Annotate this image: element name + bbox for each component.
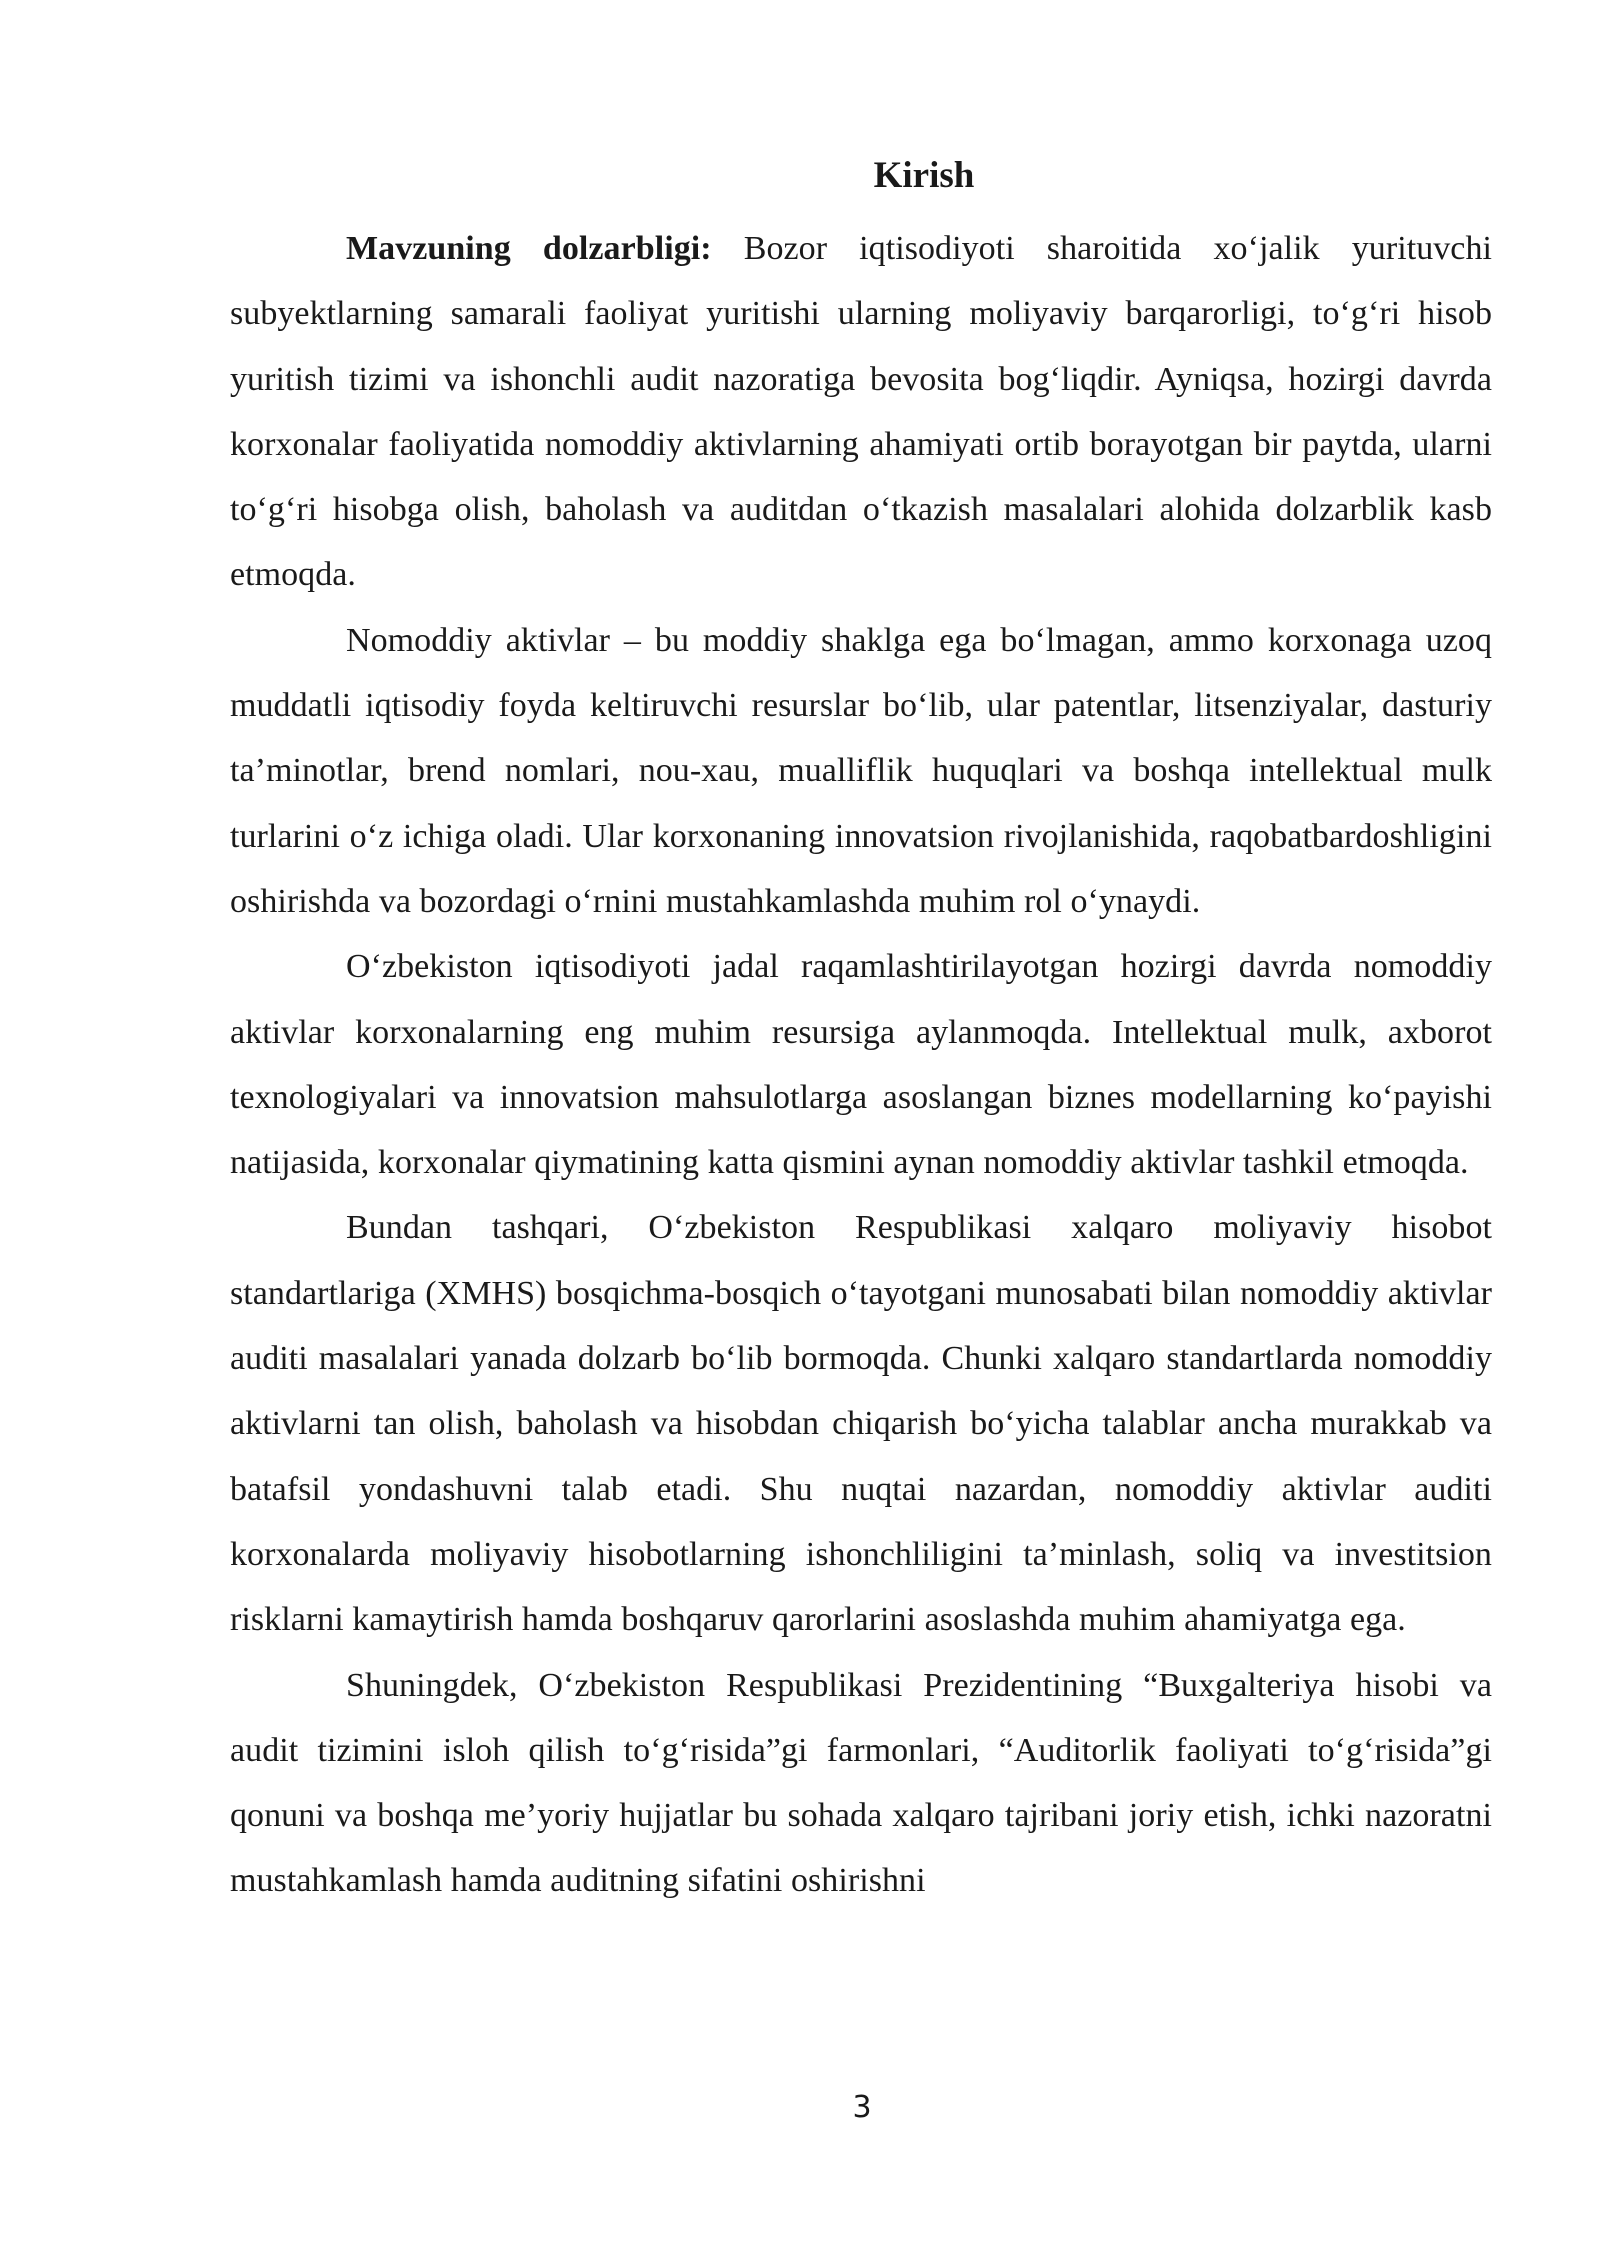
paragraph-intangible-assets: Nomoddiy aktivlar – bu moddiy shaklga ega bo‘lmagan, ammo korxonaga uzoq muddatli iqtisodiy foyda keltiruvchi resurslar bo‘lib, ular patentlar, litsenziyalar, dasturiy ta’minotlar, brend nomlari, nou-xau, mualliflik huquqlari va boshqa intellektual mulk turlarini o‘z ichiga oladi. Ular korxonaning innovatsion rivojlanishida, raqobatbardoshligini oshirishda va bozordagi o‘rnini mustahkamlashda muhim rol o‘ynaydi. <box>230 621 1492 920</box>
paragraph-lead: Mavzuning dolzarbligi: <box>346 230 712 267</box>
paragraph-ifrs: Bundan tashqari, O‘zbekiston Respublikasi xalqaro moliyaviy hisobot standartlariga (XMHS) bosqichma-bosqich o‘tayotgani munosabati bilan nomoddiy aktivlar auditi masalalari yanada dolzarb bo‘lib bormoqda. Chunki xalqaro standartlarda nomoddiy aktivlarni tan olish, baholash va hisobdan chiqarish bo‘yicha talablar ancha murakkab va batafsil yondashuvni talab etadi. Shu nuqtai nazardan, nomoddiy aktivlar auditi korxonalarda moliyaviy hisobotlarning ishonchliligini ta’minlash, soliq va investitsion risklarni kamaytirish hamda boshqaruv qarorlarini asoslashda muhim ahamiyatga ega. <box>230 1209 1492 1639</box>
paragraph-text: Bozor iqtisodiyoti sharoitida xo‘jalik yurituvchi subyektlarning samarali faoliyat yuritishi ularning moliyaviy barqarorligi, to‘g‘ri hisob yuritish tizimi va ishonchli audit nazoratiga bevosita bog‘liqdir. Ayniqsa, hozirgi davrda korxonalar faoliyatida nomoddiy aktivlarning ahamiyati ortib borayotgan bir paytda, ularni to‘g‘ri hisobga olish, baholash va auditdan o‘tkazish masalalari alohida dolzarblik kasb etmoqda. <box>230 230 1492 594</box>
paragraph-regulations: Shuningdek, O‘zbekiston Respublikasi Prezidentining “Buxgalteriya hisobi va audit tizimini isloh qilish to‘g‘risida”gi farmonlari, “Auditorlik faoliyati to‘g‘risida”gi qonuni va boshqa me’yoriy hujjatlar bu sohada xalqaro tajribani joriy etish, ichki nazoratni mustahkamlash hamda auditning sifatini oshirishni <box>230 1666 1492 1900</box>
paragraph-digitalization: O‘zbekiston iqtisodiyoti jadal raqamlashtirilayotgan hozirgi davrda nomoddiy aktivlar korxonalarning eng muhim resursiga aylanmoqda. Intellektual mulk, axborot texnologiyalari va innovatsion mahsulotlarga asoslangan biznes modellarning ko‘payishi natijasida, korxonalar qiymatining katta qismini aynan nomoddiy aktivlar tashkil etmoqda. <box>230 948 1492 1182</box>
page-number: 3 <box>852 2090 872 2125</box>
document-page <box>230 150 1492 1914</box>
section-heading: Kirish <box>873 155 975 196</box>
paragraph-relevance <box>230 216 1492 608</box>
